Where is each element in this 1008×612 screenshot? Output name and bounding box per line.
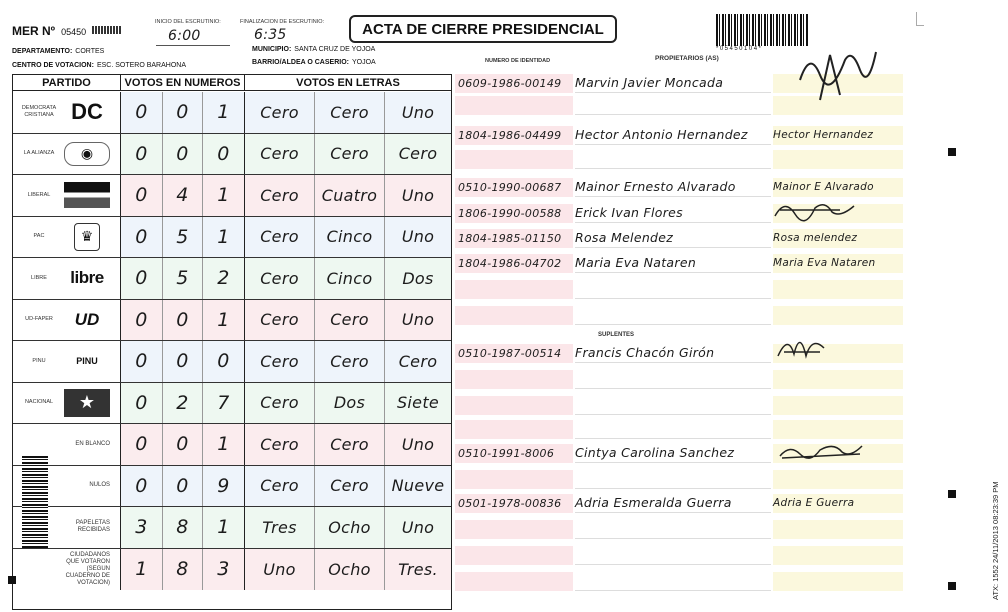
sig-name-cell <box>575 370 771 389</box>
party-cell <box>13 258 121 299</box>
party-cell <box>13 175 121 216</box>
signature-row-empty <box>455 306 903 325</box>
vote-word: Uno <box>385 300 451 341</box>
member-name: Maria Eva Nataren <box>575 255 697 270</box>
sig-id-cell <box>455 520 573 539</box>
vote-digit: 1 <box>121 549 163 591</box>
signature-row-empty <box>455 396 903 415</box>
identity-number: 0501-1978-00836 <box>458 497 562 510</box>
suplentes-label: SUPLENTES <box>598 332 635 338</box>
table-row <box>13 424 451 466</box>
party-cell <box>13 300 121 341</box>
signature-text: Hector Hernandez <box>773 129 874 141</box>
party-cell: EN BLANCO <box>13 424 121 465</box>
party-cell <box>13 134 121 175</box>
signature-row-empty <box>455 470 903 489</box>
table-row <box>13 92 451 134</box>
sig-sign-cell <box>773 396 903 415</box>
votes-table <box>12 74 452 610</box>
vote-word: Cero <box>245 300 315 341</box>
vote-digit: 0 <box>121 383 163 424</box>
signature-row <box>455 494 903 513</box>
vote-word: Dos <box>385 258 451 299</box>
party-logo-icon <box>63 388 111 418</box>
barrio: BARRIO/ALDEA O CASERIO: YOJOA <box>252 59 376 66</box>
registration-mark <box>948 148 956 156</box>
vote-word: Cero <box>385 341 451 382</box>
vote-digit: 7 <box>203 383 245 424</box>
mer-label: MER Nº 05450 <box>12 24 87 38</box>
vote-word: Siete <box>385 383 451 424</box>
table-row <box>13 217 451 259</box>
sig-id-cell <box>455 370 573 389</box>
identity-number: 1804-1985-01150 <box>458 232 562 245</box>
signature-scrawl-1 <box>790 40 890 110</box>
vote-word: Cero <box>245 341 315 382</box>
vote-word: Uno <box>385 175 451 216</box>
identity-number: 0609-1986-00149 <box>458 77 562 90</box>
member-name: Cintya Carolina Sanchez <box>575 445 735 460</box>
member-name-cell <box>575 204 771 223</box>
departamento: DEPARTAMENTO: CORTES <box>12 48 105 55</box>
member-name: Marvin Javier Moncada <box>575 75 724 90</box>
centro-votacion: CENTRO DE VOTACION: ESC. SOTERO BARAHONA <box>12 62 187 69</box>
party-cell: CIUDADANOS QUE VOTARON (SEGUN CUADERNO DE VOTACION) <box>13 549 121 591</box>
sig-sign-cell <box>773 150 903 169</box>
table-row <box>13 549 451 591</box>
vote-word: Uno <box>385 217 451 258</box>
member-name-cell <box>575 344 771 363</box>
vote-word: Cero <box>315 92 385 133</box>
signature-row-empty <box>455 370 903 389</box>
vote-word: Cero <box>245 424 315 465</box>
signature-scrawl-3 <box>770 326 830 366</box>
vote-word: Dos <box>315 383 385 424</box>
party-logo-mark: UD <box>74 309 100 329</box>
sig-id-cell <box>455 470 573 489</box>
party-logo-mark: PINU <box>76 356 98 367</box>
identity-number: 1806-1990-00588 <box>458 207 562 220</box>
identity-cell <box>455 254 573 273</box>
vote-word: Cero <box>245 217 315 258</box>
identity-cell <box>455 229 573 248</box>
table-row <box>13 383 451 425</box>
party-name: UD-FAPER <box>25 316 53 323</box>
inicio-label: INICIO DEL ESCRUTINIO: <box>155 19 221 25</box>
party-cell: NULOS <box>13 466 121 507</box>
identity-cell <box>455 204 573 223</box>
table-row <box>13 341 451 383</box>
signature-row <box>455 254 903 273</box>
vote-word: Cero <box>315 466 385 507</box>
signature-row-empty <box>455 280 903 299</box>
party-logo-icon <box>63 305 111 335</box>
sig-id-cell <box>455 306 573 325</box>
scan-stamp: ATX: 1552 24/11/2013 08:23:39 PM <box>991 481 1000 600</box>
member-name-cell <box>575 229 771 248</box>
vote-digit: 1 <box>203 92 245 133</box>
vote-digit: 1 <box>203 175 245 216</box>
municipio: MUNICIPIO: SANTA CRUZ DE YOJOA <box>252 46 376 53</box>
sig-id-cell <box>455 96 573 115</box>
table-row <box>13 466 451 508</box>
vote-word: Cero <box>245 134 315 175</box>
party-logo-mark <box>64 182 110 208</box>
member-name-cell <box>575 444 771 463</box>
signature-row <box>455 126 903 145</box>
vote-digit: 0 <box>163 92 203 133</box>
sig-name-cell <box>575 280 771 299</box>
party-logo-icon <box>63 139 111 169</box>
party-logo-mark: DC <box>71 99 103 125</box>
member-name-cell <box>575 494 771 513</box>
sig-name-cell <box>575 546 771 565</box>
sig-name-cell <box>575 470 771 489</box>
party-logo-icon <box>63 97 111 127</box>
party-logo-mark: libre <box>70 268 104 288</box>
vote-word: Cero <box>245 92 315 133</box>
signature-row-empty <box>455 150 903 169</box>
member-name: Hector Antonio Hernandez <box>575 127 748 142</box>
member-name: Erick Ivan Flores <box>575 205 683 220</box>
signature-row <box>455 344 903 363</box>
vote-word: Cero <box>315 341 385 382</box>
sig-name-cell <box>575 96 771 115</box>
vote-digit: 8 <box>163 549 203 591</box>
col-numeros: VOTOS EN NUMEROS <box>121 75 245 91</box>
party-cell: PAPELETAS RECIBIDAS <box>13 507 121 548</box>
sig-sign-cell <box>773 470 903 489</box>
mer-number: 05450 <box>61 27 87 37</box>
identity-number: 1804-1986-04499 <box>458 129 562 142</box>
signature-text: Mainor E Alvarado <box>773 181 874 193</box>
table-row <box>13 134 451 176</box>
sig-name-cell <box>575 520 771 539</box>
table-header <box>13 75 451 91</box>
vote-digit: 0 <box>121 466 163 507</box>
vote-digit: 1 <box>203 300 245 341</box>
signature-scrawl-4 <box>776 438 866 464</box>
signature-text: Adria E Guerra <box>773 497 855 509</box>
member-name: Rosa Melendez <box>575 230 674 245</box>
vote-digit: 9 <box>203 466 245 507</box>
party-name: PAC <box>33 233 45 240</box>
identity-cell <box>455 178 573 197</box>
barcode-left <box>22 456 48 548</box>
sig-name-cell <box>575 420 771 439</box>
signature-scrawl-2 <box>770 196 860 224</box>
sig-sign-cell <box>773 370 903 389</box>
vote-word: Uno <box>385 424 451 465</box>
vote-word: Tres <box>245 507 315 548</box>
inicio-value: 6:00 <box>168 28 201 44</box>
party-logo-icon <box>63 346 111 376</box>
identity-cell <box>455 126 573 145</box>
identity-cell <box>455 74 573 93</box>
signature-text: Rosa melendez <box>773 232 858 244</box>
signature-row <box>455 229 903 248</box>
tse-logo <box>92 26 122 34</box>
id-column-label: NUMERO DE IDENTIDAD <box>485 58 551 64</box>
signature-row <box>455 178 903 197</box>
party-logo-mark: ★ <box>64 389 110 417</box>
vote-word: Cero <box>385 134 451 175</box>
vote-digit: 2 <box>163 383 203 424</box>
vote-digit: 0 <box>163 300 203 341</box>
party-name: LA ALIANZA <box>23 150 55 157</box>
vote-word: Cero <box>245 258 315 299</box>
party-name: NACIONAL <box>24 399 54 406</box>
party-cell <box>13 341 121 382</box>
signature-cell <box>773 494 903 513</box>
vote-word: Cinco <box>315 258 385 299</box>
vote-digit: 5 <box>163 258 203 299</box>
identity-number: 0510-1987-00514 <box>458 347 562 360</box>
member-name-cell <box>575 178 771 197</box>
identity-cell <box>455 444 573 463</box>
vote-word: Cero <box>315 300 385 341</box>
vote-digit: 4 <box>163 175 203 216</box>
identity-number: 0510-1990-00687 <box>458 181 562 194</box>
identity-number: 1804-1986-04702 <box>458 257 562 270</box>
vote-digit: 1 <box>203 217 245 258</box>
col-partido: PARTIDO <box>13 75 121 91</box>
sig-id-cell <box>455 150 573 169</box>
table-row <box>13 300 451 342</box>
signature-cell <box>773 178 903 197</box>
vote-digit: 1 <box>203 507 245 548</box>
barcode-number: *05450104* <box>716 46 763 52</box>
vote-word: Ocho <box>315 549 385 591</box>
sig-name-cell <box>575 396 771 415</box>
party-cell <box>13 92 121 133</box>
vote-word: Cero <box>315 424 385 465</box>
vote-digit: 0 <box>121 217 163 258</box>
signature-cell <box>773 126 903 145</box>
vote-word: Cero <box>315 134 385 175</box>
party-logo-mark: ♛ <box>74 223 100 251</box>
signature-row-empty <box>455 572 903 591</box>
vote-word: Uno <box>385 92 451 133</box>
final-label: FINALIZACION DE ESCRUTINIO: <box>240 19 325 25</box>
party-logo-icon <box>63 222 111 252</box>
party-name: DEMOCRATA CRISTIANA <box>21 105 57 119</box>
vote-word: Cero <box>245 466 315 507</box>
table-row <box>13 258 451 300</box>
member-name-cell <box>575 126 771 145</box>
member-name: Adria Esmeralda Guerra <box>575 495 732 510</box>
signature-row-empty <box>455 520 903 539</box>
member-name-cell <box>575 254 771 273</box>
party-logo-mark: ◉ <box>64 142 110 166</box>
vote-word: Cero <box>245 383 315 424</box>
vote-digit: 0 <box>163 424 203 465</box>
document-title: ACTA DE CIERRE PRESIDENCIAL <box>349 15 617 43</box>
sig-sign-cell <box>773 306 903 325</box>
vote-word: Uno <box>385 507 451 548</box>
vote-digit: 0 <box>121 258 163 299</box>
sig-sign-cell <box>773 572 903 591</box>
col-letras: VOTOS EN LETRAS <box>296 77 400 89</box>
sig-id-cell <box>455 572 573 591</box>
sig-id-cell <box>455 420 573 439</box>
vote-digit: 0 <box>163 341 203 382</box>
signature-row-empty <box>455 546 903 565</box>
identity-cell <box>455 494 573 513</box>
member-name-cell <box>575 74 771 93</box>
vote-word: Tres. <box>385 549 451 591</box>
vote-word: Nueve <box>385 466 451 507</box>
vote-digit: 0 <box>121 92 163 133</box>
party-cell <box>13 383 121 424</box>
signature-row-empty <box>455 420 903 439</box>
sig-name-cell <box>575 572 771 591</box>
vote-digit: 0 <box>121 134 163 175</box>
party-cell <box>13 217 121 258</box>
member-name: Francis Chacón Girón <box>575 345 715 360</box>
vote-digit: 0 <box>203 134 245 175</box>
vote-digit: 0 <box>163 134 203 175</box>
vote-word: Cinco <box>315 217 385 258</box>
vote-digit: 3 <box>203 549 245 591</box>
sig-sign-cell <box>773 546 903 565</box>
vote-word: Cero <box>245 175 315 216</box>
sig-name-cell <box>575 306 771 325</box>
party-name: LIBRE <box>31 274 47 281</box>
final-value: 6:35 <box>254 27 287 43</box>
registration-mark <box>948 582 956 590</box>
table-row <box>13 175 451 217</box>
sig-sign-cell <box>773 420 903 439</box>
party-name: PINU <box>32 357 46 364</box>
member-name: Mainor Ernesto Alvarado <box>575 179 736 194</box>
signature-cell <box>773 254 903 273</box>
signature-text: Maria Eva Nataren <box>773 257 876 269</box>
vote-word: Ocho <box>315 507 385 548</box>
sig-sign-cell <box>773 520 903 539</box>
sig-id-cell <box>455 396 573 415</box>
vote-digit: 0 <box>121 341 163 382</box>
corner-mark <box>916 12 924 26</box>
propietarios-label: PROPIETARIOS (AS) <box>655 55 719 62</box>
vote-digit: 0 <box>163 466 203 507</box>
signature-cell <box>773 229 903 248</box>
registration-mark <box>948 490 956 498</box>
vote-word: Cuatro <box>315 175 385 216</box>
vote-digit: 2 <box>203 258 245 299</box>
sig-id-cell <box>455 546 573 565</box>
vote-word: Uno <box>245 549 315 591</box>
vote-digit: 3 <box>121 507 163 548</box>
registration-mark <box>8 576 16 584</box>
vote-digit: 8 <box>163 507 203 548</box>
party-logo-icon <box>63 180 111 210</box>
identity-cell <box>455 344 573 363</box>
table-row <box>13 507 451 549</box>
vote-digit: 0 <box>121 175 163 216</box>
identity-number: 0510-1991-8006 <box>458 447 555 460</box>
sig-id-cell <box>455 280 573 299</box>
vote-digit: 0 <box>121 424 163 465</box>
sig-sign-cell <box>773 280 903 299</box>
vote-digit: 0 <box>203 341 245 382</box>
vote-digit: 1 <box>203 424 245 465</box>
party-logo-icon <box>63 263 111 293</box>
party-name: LIBERAL <box>27 191 51 198</box>
sig-name-cell <box>575 150 771 169</box>
vote-digit: 0 <box>121 300 163 341</box>
vote-digit: 5 <box>163 217 203 258</box>
